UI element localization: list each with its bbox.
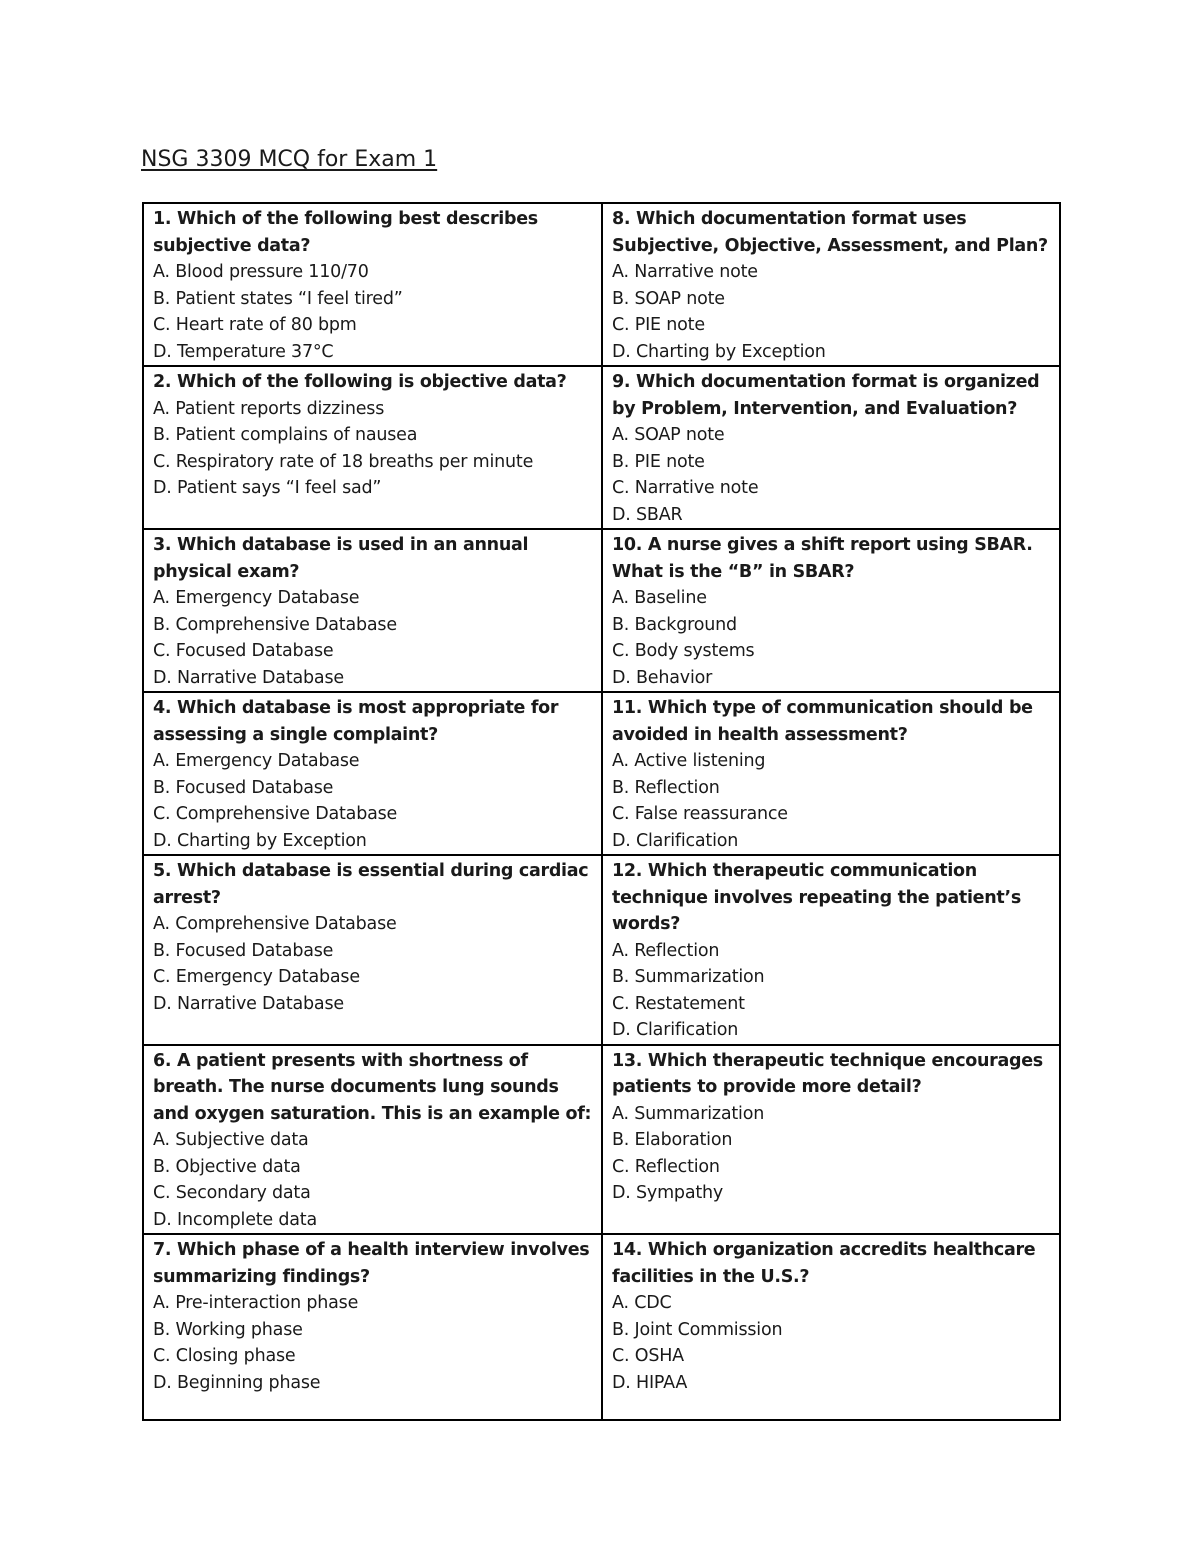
question-12-text: 12. Which therapeutic communication technique involves repeating the patient’s words?: [612, 861, 1021, 934]
question-14-option-c: C. OSHA: [612, 1346, 684, 1366]
question-10-option-c: C. Body systems: [612, 641, 755, 661]
question-13-option-d: D. Sympathy: [612, 1183, 724, 1203]
question-4-option-a: A. Emergency Database: [153, 751, 360, 771]
question-7-option-b: B. Working phase: [153, 1319, 303, 1340]
question-cell-7: [143, 1234, 602, 1420]
table-row: [143, 366, 1060, 529]
question-11-option-c: C. False reassurance: [612, 804, 788, 824]
question-cell-12: [602, 855, 1060, 1045]
question-6-option-c: C. Secondary data: [153, 1183, 311, 1203]
question-3-option-c: C. Focused Database: [153, 641, 334, 661]
question-3-text: 3. Which database is used in an annual physical exam?: [153, 535, 529, 582]
question-4-option-b: B. Focused Database: [153, 777, 334, 798]
question-11-option-b: B. Reflection: [612, 777, 720, 798]
question-6-option-b: B. Objective data: [153, 1156, 301, 1177]
question-9-option-c: C. Narrative note: [612, 478, 759, 498]
table-row: [143, 1234, 1060, 1420]
question-3-option-b: B. Comprehensive Database: [153, 614, 397, 635]
question-13-option-b: B. Elaboration: [612, 1130, 733, 1150]
question-10-option-b: B. Background: [612, 614, 737, 635]
question-1-option-a: A. Blood pressure 110/70: [153, 262, 369, 282]
question-6-option-d: D. Incomplete data: [153, 1209, 317, 1230]
question-11-option-a: A. Active listening: [612, 751, 766, 771]
question-4-option-c: C. Comprehensive Database: [153, 804, 398, 824]
question-11-option-d: D. Clarification: [612, 830, 739, 851]
question-2-option-b: B. Patient complains of nausea: [153, 425, 418, 445]
question-12-option-c: C. Restatement: [612, 993, 745, 1014]
table-row: [143, 203, 1060, 366]
question-1-option-c: C. Heart rate of 80 bpm: [153, 315, 357, 335]
question-13-option-c: C. Reflection: [612, 1156, 720, 1177]
question-10-option-d: D. Behavior: [612, 667, 713, 688]
question-12-option-a: A. Reflection: [612, 940, 720, 961]
question-7-option-d: D. Beginning phase: [153, 1372, 321, 1393]
question-cell-4: [143, 692, 602, 855]
question-3-option-a: A. Emergency Database: [153, 588, 360, 608]
table-row: [143, 855, 1060, 1045]
question-cell-8: [602, 203, 1060, 366]
question-9-text: 9. Which documentation format is organized by Problem, Intervention, and Evaluation?: [612, 372, 1040, 419]
question-5-option-a: A. Comprehensive Database: [153, 914, 397, 934]
question-9-option-a: A. SOAP note: [612, 425, 725, 445]
question-14-option-b: B. Joint Commission: [612, 1319, 783, 1340]
question-10-text: 10. A nurse gives a shift report using SBAR. What is the “B” in SBAR?: [612, 535, 1033, 582]
mcq-table: [142, 202, 1061, 1421]
question-12-option-d: D. Clarification: [612, 1020, 739, 1040]
question-7-option-c: C. Closing phase: [153, 1346, 296, 1366]
question-8-option-c: C. PIE note: [612, 315, 705, 335]
question-cell-10: [602, 529, 1060, 692]
question-8-text: 8. Which documentation format uses Subjective, Objective, Assessment, and Plan?: [612, 209, 1048, 256]
table-row: [143, 692, 1060, 855]
question-8-option-b: B. SOAP note: [612, 288, 725, 309]
question-4-option-d: D. Charting by Exception: [153, 830, 367, 851]
question-cell-2: [143, 366, 602, 529]
question-14-option-a: A. CDC: [612, 1293, 672, 1313]
question-5-option-d: D. Narrative Database: [153, 993, 344, 1014]
question-2-option-d: D. Patient says “I feel sad”: [153, 478, 382, 498]
question-2-option-c: C. Respiratory rate of 18 breaths per minute: [153, 451, 534, 472]
question-cell-3: [143, 529, 602, 692]
question-10-option-a: A. Baseline: [612, 588, 707, 608]
question-6-text: 6. A patient presents with shortness of breath. The nurse documents lung sounds and oxygen saturation. This is an example of:: [153, 1050, 592, 1124]
page-title: NSG 3309 MCQ for Exam 1: [141, 147, 438, 172]
question-6-option-a: A. Subjective data: [153, 1130, 309, 1150]
question-12-option-b: B. Summarization: [612, 967, 765, 987]
question-cell-11: [602, 692, 1060, 855]
question-cell-6: [143, 1045, 602, 1235]
table-row: [143, 1045, 1060, 1235]
table-row: [143, 529, 1060, 692]
question-cell-9: [602, 366, 1060, 529]
question-14-option-d: D. HIPAA: [612, 1372, 688, 1393]
question-5-option-b: B. Focused Database: [153, 940, 334, 961]
question-2-option-a: A. Patient reports dizziness: [153, 398, 385, 419]
question-cell-5: [143, 855, 602, 1045]
question-8-option-a: A. Narrative note: [612, 262, 758, 282]
question-7-option-a: A. Pre-interaction phase: [153, 1293, 359, 1313]
question-cell-13: [602, 1045, 1060, 1235]
question-9-option-d: D. SBAR: [612, 504, 683, 525]
question-1-text: 1. Which of the following best describes subjective data?: [153, 209, 538, 256]
question-3-option-d: D. Narrative Database: [153, 667, 344, 688]
question-7-text: 7. Which phase of a health interview involves summarizing findings?: [153, 1240, 590, 1287]
question-8-option-d: D. Charting by Exception: [612, 341, 826, 362]
question-1-option-b: B. Patient states “I feel tired”: [153, 288, 403, 309]
question-5-text: 5. Which database is essential during cardiac arrest?: [153, 861, 589, 908]
question-5-option-c: C. Emergency Database: [153, 967, 360, 987]
question-1-option-d: D. Temperature 37°C: [153, 341, 334, 362]
question-13-option-a: A. Summarization: [612, 1103, 765, 1124]
question-11-text: 11. Which type of communication should be avoided in health assessment?: [612, 698, 1033, 745]
question-cell-14: [602, 1234, 1060, 1420]
question-13-text: 13. Which therapeutic technique encourages patients to provide more detail?: [612, 1050, 1043, 1097]
question-4-text: 4. Which database is most appropriate for assessing a single complaint?: [153, 698, 559, 745]
question-cell-1: [143, 203, 602, 366]
question-9-option-b: B. PIE note: [612, 451, 705, 472]
question-14-text: 14. Which organization accredits healthcare facilities in the U.S.?: [612, 1240, 1036, 1287]
question-2-text: 2. Which of the following is objective data?: [153, 372, 567, 392]
